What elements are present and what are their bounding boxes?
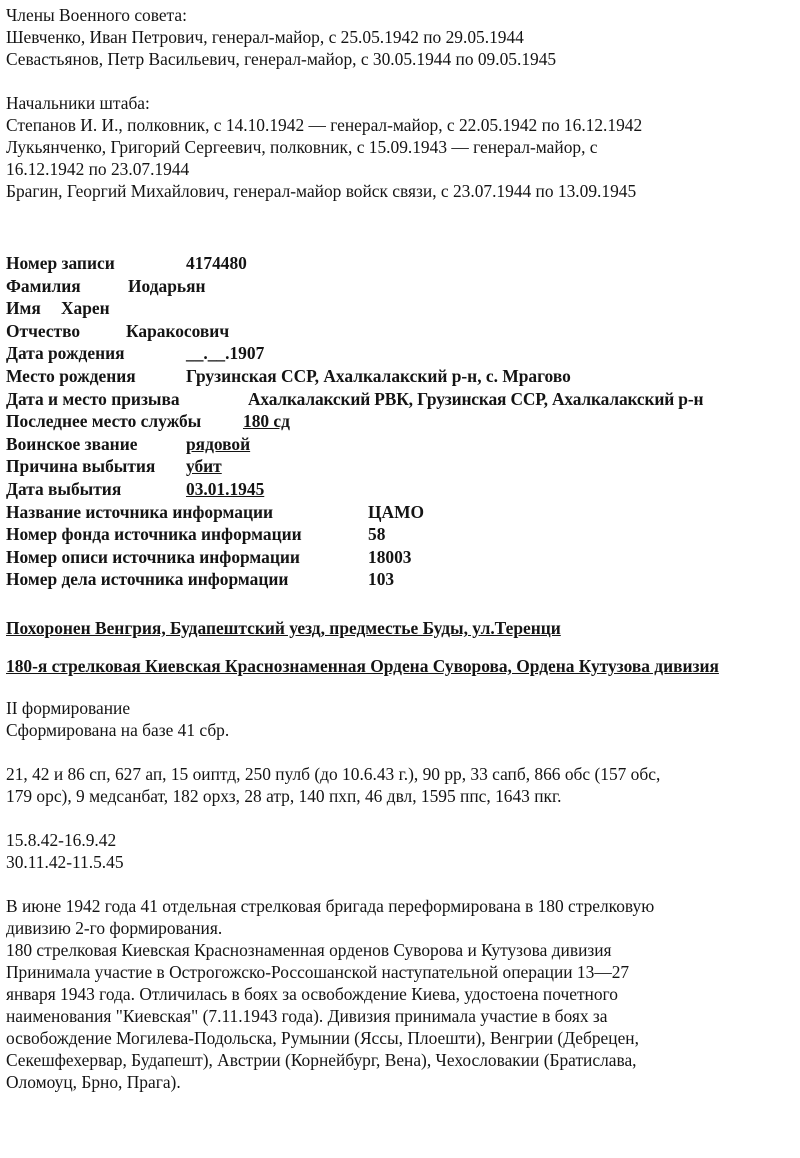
record-number-label: Номер записи [6,253,115,273]
units-line: 21, 42 и 86 сп, 627 ап, 15 оиптд, 250 пулб (до 10.6.43 г.), 90 рр, 33 сапб, 866 обс (157 обс, [6,763,661,784]
reason-row [6,455,796,478]
rank-row [6,433,796,456]
surname-row [6,275,796,298]
surname-value: Иодарьян [128,275,206,296]
history-line: В июне 1942 года 41 отдельная стрелковая бригада переформирована в 180 стрелковую [6,895,655,916]
fund-number-value: 58 [368,524,386,545]
source-name-label: Название источника информации [6,501,274,522]
patronymic-value: Каракосович [126,320,230,341]
chief-of-staff-line: Степанов И. И., полковник, с 14.10.1942 — генерал-майор, с 22.05.1942 по 16.12.1942 [6,115,643,135]
source-name-row [6,501,796,524]
formation-line: Сформирована на базе 41 сбр. [6,719,230,740]
formation-line: II формирование [6,697,131,718]
chiefs-of-staff-heading: Начальники штаба: [6,93,150,113]
birth-place-row [6,365,796,388]
birth-date-value: __.__.1907 [186,343,265,364]
military-council-section [6,4,796,70]
history-line: наименования "Киевская" (7.11.1943 года). Дивизия принимала участие в боях за [6,1005,608,1026]
units-line: 179 орс), 9 медсанбат, 182 орхз, 28 атр, 140 пхп, 46 двл, 1595 ппс, 1643 пкг. [6,785,562,806]
history-line: освобождение Могилева-Подольска, Румынии (Яссы, Плоешти), Венгрии (Дебрецен, [6,1027,639,1048]
file-number-value: 103 [368,569,395,590]
spacer [6,639,796,655]
birth-date-row [6,342,796,365]
formation-section [6,697,796,741]
birth-place-value: Грузинская ССР, Ахалкалакский р-н, с. Мрагово [186,365,571,386]
last-service-value: 180 сд [243,411,290,432]
council-member: Севастьянов, Петр Васильевич, генерал-майор, с 30.05.1944 по 09.05.1945 [6,49,557,69]
file-number-label: Номер дела источника информации [6,569,289,590]
inventory-number-value: 18003 [368,546,412,567]
conscription-value: Ахалкалакский РВК, Грузинская ССР, Ахалкалакский р-н [248,388,704,409]
rank-label: Воинское звание [6,433,138,454]
inventory-number-row [6,546,796,569]
history-line: Оломоуц, Брно, Прага). [6,1071,181,1092]
patronymic-label: Отчество [6,320,81,341]
name-row [6,297,796,320]
conscription-label: Дата и место призыва [6,388,180,409]
patronymic-row [6,320,796,343]
chief-of-staff-line: Брагин, Георгий Михайлович, генерал-майор войск связи, с 23.07.1944 по 13.09.1945 [6,181,637,201]
chiefs-of-staff-section [6,92,796,202]
council-member: Шевченко, Иван Петрович, генерал-майор, с 25.05.1942 по 29.05.1944 [6,27,524,47]
departure-date-label: Дата выбытия [6,478,122,499]
history-line: дивизию 2-го формирования. [6,917,223,938]
document-page [6,4,796,1093]
spacer [6,807,796,829]
departure-date-row [6,478,796,501]
birth-date-label: Дата рождения [6,343,125,364]
history-line: января 1943 года. Отличилась в боях за освобождение Киева, удостоена почетного [6,983,618,1004]
history-line: 180 стрелковая Киевская Краснознаменная орденов Суворова и Кутузова дивизия [6,939,612,960]
name-label: Имя [6,298,41,319]
record-number-value: 4174480 [186,253,247,273]
burial-place: Похоронен Венгрия, Будапештский уезд, предместье Буды, ул.Теренци [6,617,561,638]
spacer [6,202,796,252]
birth-place-label: Место рождения [6,365,136,386]
file-number-row [6,568,796,591]
period-line: 15.8.42-16.9.42 [6,829,117,850]
division-title: 180-я стрелковая Киевская Краснознаменная Ордена Суворова, Ордена Кутузова дивизия [6,655,719,676]
spacer [6,591,796,617]
period-line: 30.11.42-11.5.45 [6,851,124,872]
last-service-row [6,410,796,433]
periods-section [6,829,796,873]
fund-number-label: Номер фонда источника информации [6,524,302,545]
chief-of-staff-line: 16.12.1942 по 23.07.1944 [6,159,190,179]
personnel-record [6,252,796,591]
inventory-number-label: Номер описи источника информации [6,546,300,567]
history-section [6,895,796,1093]
fund-number-row [6,523,796,546]
conscription-row [6,388,796,411]
surname-label: Фамилия [6,275,81,296]
military-council-heading: Члены Военного совета: [6,5,187,25]
spacer [6,70,796,92]
chief-of-staff-line: Лукьянченко, Григорий Сергеевич, полковник, с 15.09.1943 — генерал-майор, с [6,137,598,157]
last-service-label: Последнее место службы [6,411,202,432]
rank-value: рядовой [186,433,251,454]
units-section [6,763,796,807]
reason-label: Причина выбытия [6,456,156,477]
name-value: Харен [61,298,110,319]
spacer [6,677,796,697]
record-number-row [6,252,796,275]
history-line: Принимала участие в Острогожско-Россошанской наступательной операции 13—27 [6,961,630,982]
departure-date-value: 03.01.1945 [186,478,265,499]
spacer [6,873,796,895]
spacer [6,741,796,763]
source-name-value: ЦАМО [368,501,425,522]
reason-value: убит [186,456,222,477]
history-line: Секешфехервар, Будапешт), Австрии (Корнейбург, Вена), Чехословакии (Братислава, [6,1049,637,1070]
